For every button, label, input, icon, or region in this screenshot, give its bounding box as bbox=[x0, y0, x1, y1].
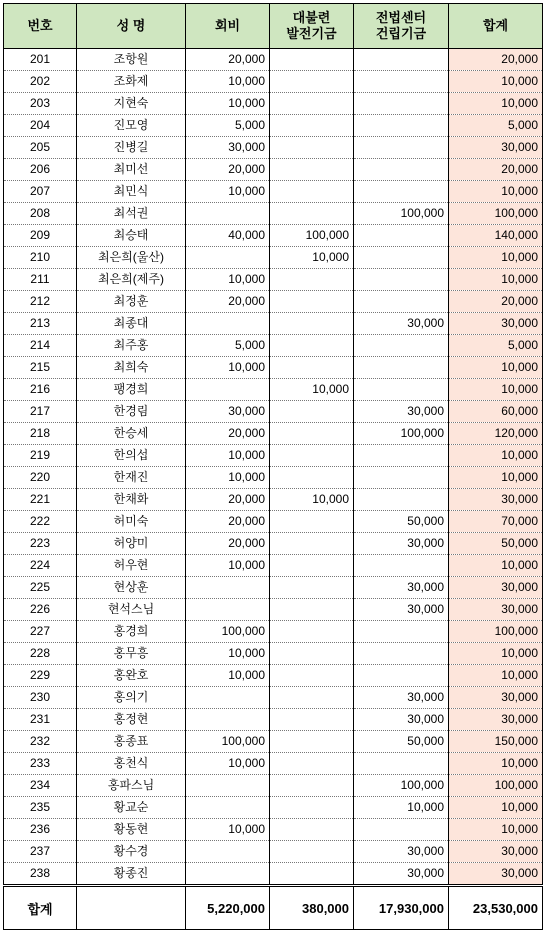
table-row bbox=[4, 467, 543, 489]
cell-name: 현상훈 bbox=[77, 577, 186, 599]
cell-no: 235 bbox=[4, 797, 77, 819]
header-fund2 bbox=[354, 4, 449, 49]
cell-name: 허우현 bbox=[77, 555, 186, 577]
cell-name: 팽경희 bbox=[77, 379, 186, 401]
table-row bbox=[4, 555, 543, 577]
table-row bbox=[4, 709, 543, 731]
cell-fund1 bbox=[270, 753, 354, 775]
footer-label: 합계 bbox=[4, 886, 77, 930]
cell-no: 234 bbox=[4, 775, 77, 797]
table-row bbox=[4, 423, 543, 445]
cell-fund2 bbox=[354, 379, 449, 401]
table-row bbox=[4, 445, 543, 467]
cell-fee: 10,000 bbox=[186, 555, 270, 577]
cell-fee bbox=[186, 599, 270, 621]
cell-fund2 bbox=[354, 291, 449, 313]
cell-name: 조화제 bbox=[77, 71, 186, 93]
header-row bbox=[4, 4, 543, 49]
cell-name: 홍천식 bbox=[77, 753, 186, 775]
cell-name: 한의섭 bbox=[77, 445, 186, 467]
cell-no: 206 bbox=[4, 159, 77, 181]
cell-fund2: 50,000 bbox=[354, 731, 449, 753]
cell-no: 237 bbox=[4, 841, 77, 863]
cell-name: 최희숙 bbox=[77, 357, 186, 379]
table-row bbox=[4, 489, 543, 511]
cell-fund1 bbox=[270, 423, 354, 445]
cell-no: 228 bbox=[4, 643, 77, 665]
cell-no: 221 bbox=[4, 489, 77, 511]
header-fund2-line1: 전법센터 bbox=[375, 10, 427, 25]
cell-fund2 bbox=[354, 445, 449, 467]
cell-fund2: 30,000 bbox=[354, 533, 449, 555]
cell-no: 202 bbox=[4, 71, 77, 93]
cell-fee: 20,000 bbox=[186, 533, 270, 555]
cell-no: 226 bbox=[4, 599, 77, 621]
cell-total: 5,000 bbox=[449, 335, 543, 357]
cell-fund2: 10,000 bbox=[354, 797, 449, 819]
cell-total: 10,000 bbox=[449, 467, 543, 489]
cell-fee: 10,000 bbox=[186, 357, 270, 379]
cell-fund1 bbox=[270, 533, 354, 555]
cell-fund1 bbox=[270, 71, 354, 93]
cell-total: 10,000 bbox=[449, 357, 543, 379]
cell-name: 홍정현 bbox=[77, 709, 186, 731]
cell-total: 10,000 bbox=[449, 555, 543, 577]
cell-name: 현석스님 bbox=[77, 599, 186, 621]
cell-no: 211 bbox=[4, 269, 77, 291]
cell-fund1 bbox=[270, 731, 354, 753]
cell-total: 10,000 bbox=[449, 71, 543, 93]
table-row bbox=[4, 181, 543, 203]
cell-total: 30,000 bbox=[449, 709, 543, 731]
cell-fund2 bbox=[354, 159, 449, 181]
cell-name: 홍파스님 bbox=[77, 775, 186, 797]
cell-total: 30,000 bbox=[449, 577, 543, 599]
header-fund2-line2: 건립기금 bbox=[375, 26, 427, 41]
cell-fund1: 10,000 bbox=[270, 379, 354, 401]
cell-name: 황수경 bbox=[77, 841, 186, 863]
cell-total: 30,000 bbox=[449, 863, 543, 886]
cell-fee: 20,000 bbox=[186, 159, 270, 181]
table-row bbox=[4, 401, 543, 423]
cell-fund2 bbox=[354, 621, 449, 643]
cell-no: 213 bbox=[4, 313, 77, 335]
cell-fund2: 30,000 bbox=[354, 313, 449, 335]
cell-name: 최종대 bbox=[77, 313, 186, 335]
cell-total: 20,000 bbox=[449, 49, 543, 71]
cell-fund1 bbox=[270, 841, 354, 863]
cell-fee: 10,000 bbox=[186, 753, 270, 775]
cell-total: 50,000 bbox=[449, 533, 543, 555]
cell-fund1 bbox=[270, 599, 354, 621]
cell-fund1: 100,000 bbox=[270, 225, 354, 247]
footer-empty-cell bbox=[77, 886, 186, 930]
table-row bbox=[4, 203, 543, 225]
cell-fund2: 100,000 bbox=[354, 203, 449, 225]
table-row bbox=[4, 247, 543, 269]
cell-no: 238 bbox=[4, 863, 77, 886]
cell-fee: 30,000 bbox=[186, 137, 270, 159]
cell-fee bbox=[186, 577, 270, 599]
cell-fee bbox=[186, 379, 270, 401]
cell-fund2: 30,000 bbox=[354, 599, 449, 621]
cell-total: 140,000 bbox=[449, 225, 543, 247]
cell-fee: 20,000 bbox=[186, 489, 270, 511]
cell-fund1 bbox=[270, 665, 354, 687]
cell-fund2: 50,000 bbox=[354, 511, 449, 533]
cell-fund1 bbox=[270, 709, 354, 731]
cell-fund2: 30,000 bbox=[354, 863, 449, 886]
cell-name: 한승세 bbox=[77, 423, 186, 445]
cell-name: 최주홍 bbox=[77, 335, 186, 357]
cell-name: 지현숙 bbox=[77, 93, 186, 115]
cell-total: 100,000 bbox=[449, 621, 543, 643]
table-row bbox=[4, 643, 543, 665]
cell-no: 215 bbox=[4, 357, 77, 379]
cell-fee: 10,000 bbox=[186, 643, 270, 665]
cell-total: 100,000 bbox=[449, 775, 543, 797]
cell-fund2 bbox=[354, 225, 449, 247]
table-row bbox=[4, 115, 543, 137]
cell-fund1 bbox=[270, 49, 354, 71]
header-name: 성 명 bbox=[77, 4, 186, 49]
cell-fee: 20,000 bbox=[186, 49, 270, 71]
cell-fee bbox=[186, 775, 270, 797]
table-body bbox=[4, 49, 543, 886]
cell-fee: 10,000 bbox=[186, 819, 270, 841]
cell-total: 30,000 bbox=[449, 137, 543, 159]
header-fund1-line1: 대불련 bbox=[292, 10, 331, 25]
cell-fee: 30,000 bbox=[186, 401, 270, 423]
cell-fund1 bbox=[270, 291, 354, 313]
cell-no: 217 bbox=[4, 401, 77, 423]
cell-name: 홍의기 bbox=[77, 687, 186, 709]
cell-fund2: 100,000 bbox=[354, 775, 449, 797]
cell-fee bbox=[186, 313, 270, 335]
footer-fee-total: 5,220,000 bbox=[186, 886, 270, 930]
cell-fund2: 30,000 bbox=[354, 577, 449, 599]
cell-no: 204 bbox=[4, 115, 77, 137]
cell-fund1 bbox=[270, 93, 354, 115]
cell-fee: 10,000 bbox=[186, 467, 270, 489]
cell-fund2 bbox=[354, 137, 449, 159]
cell-no: 233 bbox=[4, 753, 77, 775]
cell-fee: 40,000 bbox=[186, 225, 270, 247]
cell-fund2: 30,000 bbox=[354, 709, 449, 731]
cell-no: 236 bbox=[4, 819, 77, 841]
cell-fund2 bbox=[354, 181, 449, 203]
cell-fund2 bbox=[354, 643, 449, 665]
donation-table bbox=[3, 3, 543, 930]
cell-no: 220 bbox=[4, 467, 77, 489]
cell-no: 201 bbox=[4, 49, 77, 71]
cell-no: 203 bbox=[4, 93, 77, 115]
cell-fund1 bbox=[270, 137, 354, 159]
cell-fund1 bbox=[270, 863, 354, 886]
cell-no: 212 bbox=[4, 291, 77, 313]
cell-name: 허미숙 bbox=[77, 511, 186, 533]
cell-name: 진병길 bbox=[77, 137, 186, 159]
cell-total: 10,000 bbox=[449, 819, 543, 841]
cell-total: 10,000 bbox=[449, 269, 543, 291]
header-fee: 회비 bbox=[186, 4, 270, 49]
cell-fund1 bbox=[270, 577, 354, 599]
cell-no: 232 bbox=[4, 731, 77, 753]
cell-total: 20,000 bbox=[449, 159, 543, 181]
cell-fund1 bbox=[270, 797, 354, 819]
cell-no: 205 bbox=[4, 137, 77, 159]
cell-total: 20,000 bbox=[449, 291, 543, 313]
cell-fund1 bbox=[270, 335, 354, 357]
cell-total: 120,000 bbox=[449, 423, 543, 445]
cell-total: 10,000 bbox=[449, 247, 543, 269]
cell-fund1 bbox=[270, 401, 354, 423]
cell-name: 최은희(울산) bbox=[77, 247, 186, 269]
cell-fund1 bbox=[270, 181, 354, 203]
footer-fund2-total: 17,930,000 bbox=[354, 886, 449, 930]
cell-name: 최은희(제주) bbox=[77, 269, 186, 291]
cell-name: 최정훈 bbox=[77, 291, 186, 313]
cell-fund2 bbox=[354, 335, 449, 357]
cell-fund1 bbox=[270, 269, 354, 291]
cell-no: 216 bbox=[4, 379, 77, 401]
cell-fund2 bbox=[354, 49, 449, 71]
cell-fee: 10,000 bbox=[186, 181, 270, 203]
cell-fee: 10,000 bbox=[186, 93, 270, 115]
cell-fee: 20,000 bbox=[186, 511, 270, 533]
cell-fee: 5,000 bbox=[186, 115, 270, 137]
cell-fee bbox=[186, 797, 270, 819]
cell-fee: 10,000 bbox=[186, 445, 270, 467]
cell-fund1 bbox=[270, 467, 354, 489]
table-row bbox=[4, 731, 543, 753]
table-row bbox=[4, 137, 543, 159]
table-row bbox=[4, 819, 543, 841]
cell-name: 황종진 bbox=[77, 863, 186, 886]
cell-total: 10,000 bbox=[449, 797, 543, 819]
cell-fund2 bbox=[354, 115, 449, 137]
cell-fund1 bbox=[270, 643, 354, 665]
cell-total: 150,000 bbox=[449, 731, 543, 753]
cell-name: 최민식 bbox=[77, 181, 186, 203]
cell-no: 214 bbox=[4, 335, 77, 357]
cell-no: 207 bbox=[4, 181, 77, 203]
table-row bbox=[4, 159, 543, 181]
cell-no: 219 bbox=[4, 445, 77, 467]
cell-fund2 bbox=[354, 555, 449, 577]
header-fund1 bbox=[270, 4, 354, 49]
cell-fund1 bbox=[270, 313, 354, 335]
cell-fund2 bbox=[354, 71, 449, 93]
table-row bbox=[4, 379, 543, 401]
cell-fee bbox=[186, 863, 270, 886]
table-row bbox=[4, 225, 543, 247]
cell-fund2 bbox=[354, 819, 449, 841]
cell-name: 진모영 bbox=[77, 115, 186, 137]
cell-name: 최승태 bbox=[77, 225, 186, 247]
cell-fund1 bbox=[270, 159, 354, 181]
cell-fund1 bbox=[270, 819, 354, 841]
cell-name: 한채화 bbox=[77, 489, 186, 511]
table-row bbox=[4, 687, 543, 709]
cell-total: 60,000 bbox=[449, 401, 543, 423]
table-row bbox=[4, 313, 543, 335]
cell-no: 218 bbox=[4, 423, 77, 445]
cell-fund2 bbox=[354, 467, 449, 489]
cell-no: 225 bbox=[4, 577, 77, 599]
cell-fund2 bbox=[354, 753, 449, 775]
cell-name: 황동현 bbox=[77, 819, 186, 841]
cell-total: 10,000 bbox=[449, 181, 543, 203]
cell-fund1 bbox=[270, 775, 354, 797]
cell-fee: 100,000 bbox=[186, 621, 270, 643]
footer-row bbox=[4, 886, 543, 930]
cell-fund1: 10,000 bbox=[270, 489, 354, 511]
cell-no: 229 bbox=[4, 665, 77, 687]
cell-fee: 100,000 bbox=[186, 731, 270, 753]
cell-no: 209 bbox=[4, 225, 77, 247]
cell-fee: 20,000 bbox=[186, 423, 270, 445]
cell-name: 최미선 bbox=[77, 159, 186, 181]
table-row bbox=[4, 93, 543, 115]
table-row bbox=[4, 533, 543, 555]
table-row bbox=[4, 511, 543, 533]
table-row bbox=[4, 863, 543, 886]
table-row bbox=[4, 577, 543, 599]
cell-fund1 bbox=[270, 621, 354, 643]
cell-no: 231 bbox=[4, 709, 77, 731]
footer-grand-total: 23,530,000 bbox=[449, 886, 543, 930]
table-row bbox=[4, 269, 543, 291]
header-total: 합계 bbox=[449, 4, 543, 49]
cell-total: 30,000 bbox=[449, 841, 543, 863]
table-row bbox=[4, 621, 543, 643]
cell-fee: 5,000 bbox=[186, 335, 270, 357]
table-row bbox=[4, 753, 543, 775]
cell-total: 10,000 bbox=[449, 665, 543, 687]
cell-fund1 bbox=[270, 555, 354, 577]
cell-fund2 bbox=[354, 247, 449, 269]
cell-total: 30,000 bbox=[449, 489, 543, 511]
cell-name: 한경림 bbox=[77, 401, 186, 423]
cell-fund1 bbox=[270, 115, 354, 137]
cell-fund1: 10,000 bbox=[270, 247, 354, 269]
table-row bbox=[4, 357, 543, 379]
cell-total: 10,000 bbox=[449, 379, 543, 401]
cell-total: 70,000 bbox=[449, 511, 543, 533]
cell-fee bbox=[186, 203, 270, 225]
cell-fee bbox=[186, 247, 270, 269]
table-row bbox=[4, 665, 543, 687]
cell-fund1 bbox=[270, 357, 354, 379]
cell-fund2: 30,000 bbox=[354, 401, 449, 423]
footer-fund1-total: 380,000 bbox=[270, 886, 354, 930]
cell-fund1 bbox=[270, 687, 354, 709]
table-row bbox=[4, 841, 543, 863]
cell-name: 한재진 bbox=[77, 467, 186, 489]
cell-name: 홍경희 bbox=[77, 621, 186, 643]
header-no: 번호 bbox=[4, 4, 77, 49]
cell-no: 222 bbox=[4, 511, 77, 533]
cell-fund2: 30,000 bbox=[354, 841, 449, 863]
cell-name: 홍무흥 bbox=[77, 643, 186, 665]
cell-fund2 bbox=[354, 489, 449, 511]
cell-total: 10,000 bbox=[449, 445, 543, 467]
cell-name: 홍완호 bbox=[77, 665, 186, 687]
cell-fee bbox=[186, 841, 270, 863]
cell-fee: 10,000 bbox=[186, 269, 270, 291]
table-row bbox=[4, 291, 543, 313]
cell-fund2: 100,000 bbox=[354, 423, 449, 445]
cell-total: 100,000 bbox=[449, 203, 543, 225]
cell-fee bbox=[186, 687, 270, 709]
cell-fund1 bbox=[270, 203, 354, 225]
header-fund1-line2: 발전기금 bbox=[286, 26, 337, 41]
cell-fee bbox=[186, 709, 270, 731]
cell-no: 224 bbox=[4, 555, 77, 577]
cell-name: 조항원 bbox=[77, 49, 186, 71]
table-row bbox=[4, 49, 543, 71]
cell-total: 10,000 bbox=[449, 643, 543, 665]
cell-no: 230 bbox=[4, 687, 77, 709]
cell-fee: 10,000 bbox=[186, 71, 270, 93]
cell-fund2 bbox=[354, 93, 449, 115]
cell-name: 허양미 bbox=[77, 533, 186, 555]
cell-fee: 20,000 bbox=[186, 291, 270, 313]
cell-fee: 10,000 bbox=[186, 665, 270, 687]
cell-total: 5,000 bbox=[449, 115, 543, 137]
table-row bbox=[4, 775, 543, 797]
cell-fund2 bbox=[354, 269, 449, 291]
table-row bbox=[4, 797, 543, 819]
cell-no: 227 bbox=[4, 621, 77, 643]
cell-fund2 bbox=[354, 665, 449, 687]
cell-no: 208 bbox=[4, 203, 77, 225]
cell-no: 210 bbox=[4, 247, 77, 269]
cell-no: 223 bbox=[4, 533, 77, 555]
cell-total: 10,000 bbox=[449, 753, 543, 775]
cell-fund1 bbox=[270, 511, 354, 533]
cell-name: 홍종표 bbox=[77, 731, 186, 753]
cell-name: 황교순 bbox=[77, 797, 186, 819]
cell-fund2: 30,000 bbox=[354, 687, 449, 709]
cell-total: 10,000 bbox=[449, 93, 543, 115]
cell-total: 30,000 bbox=[449, 599, 543, 621]
table-row bbox=[4, 599, 543, 621]
cell-total: 30,000 bbox=[449, 313, 543, 335]
cell-fund1 bbox=[270, 445, 354, 467]
table-row bbox=[4, 335, 543, 357]
cell-total: 30,000 bbox=[449, 687, 543, 709]
cell-name: 최석권 bbox=[77, 203, 186, 225]
cell-fund2 bbox=[354, 357, 449, 379]
table-row bbox=[4, 71, 543, 93]
